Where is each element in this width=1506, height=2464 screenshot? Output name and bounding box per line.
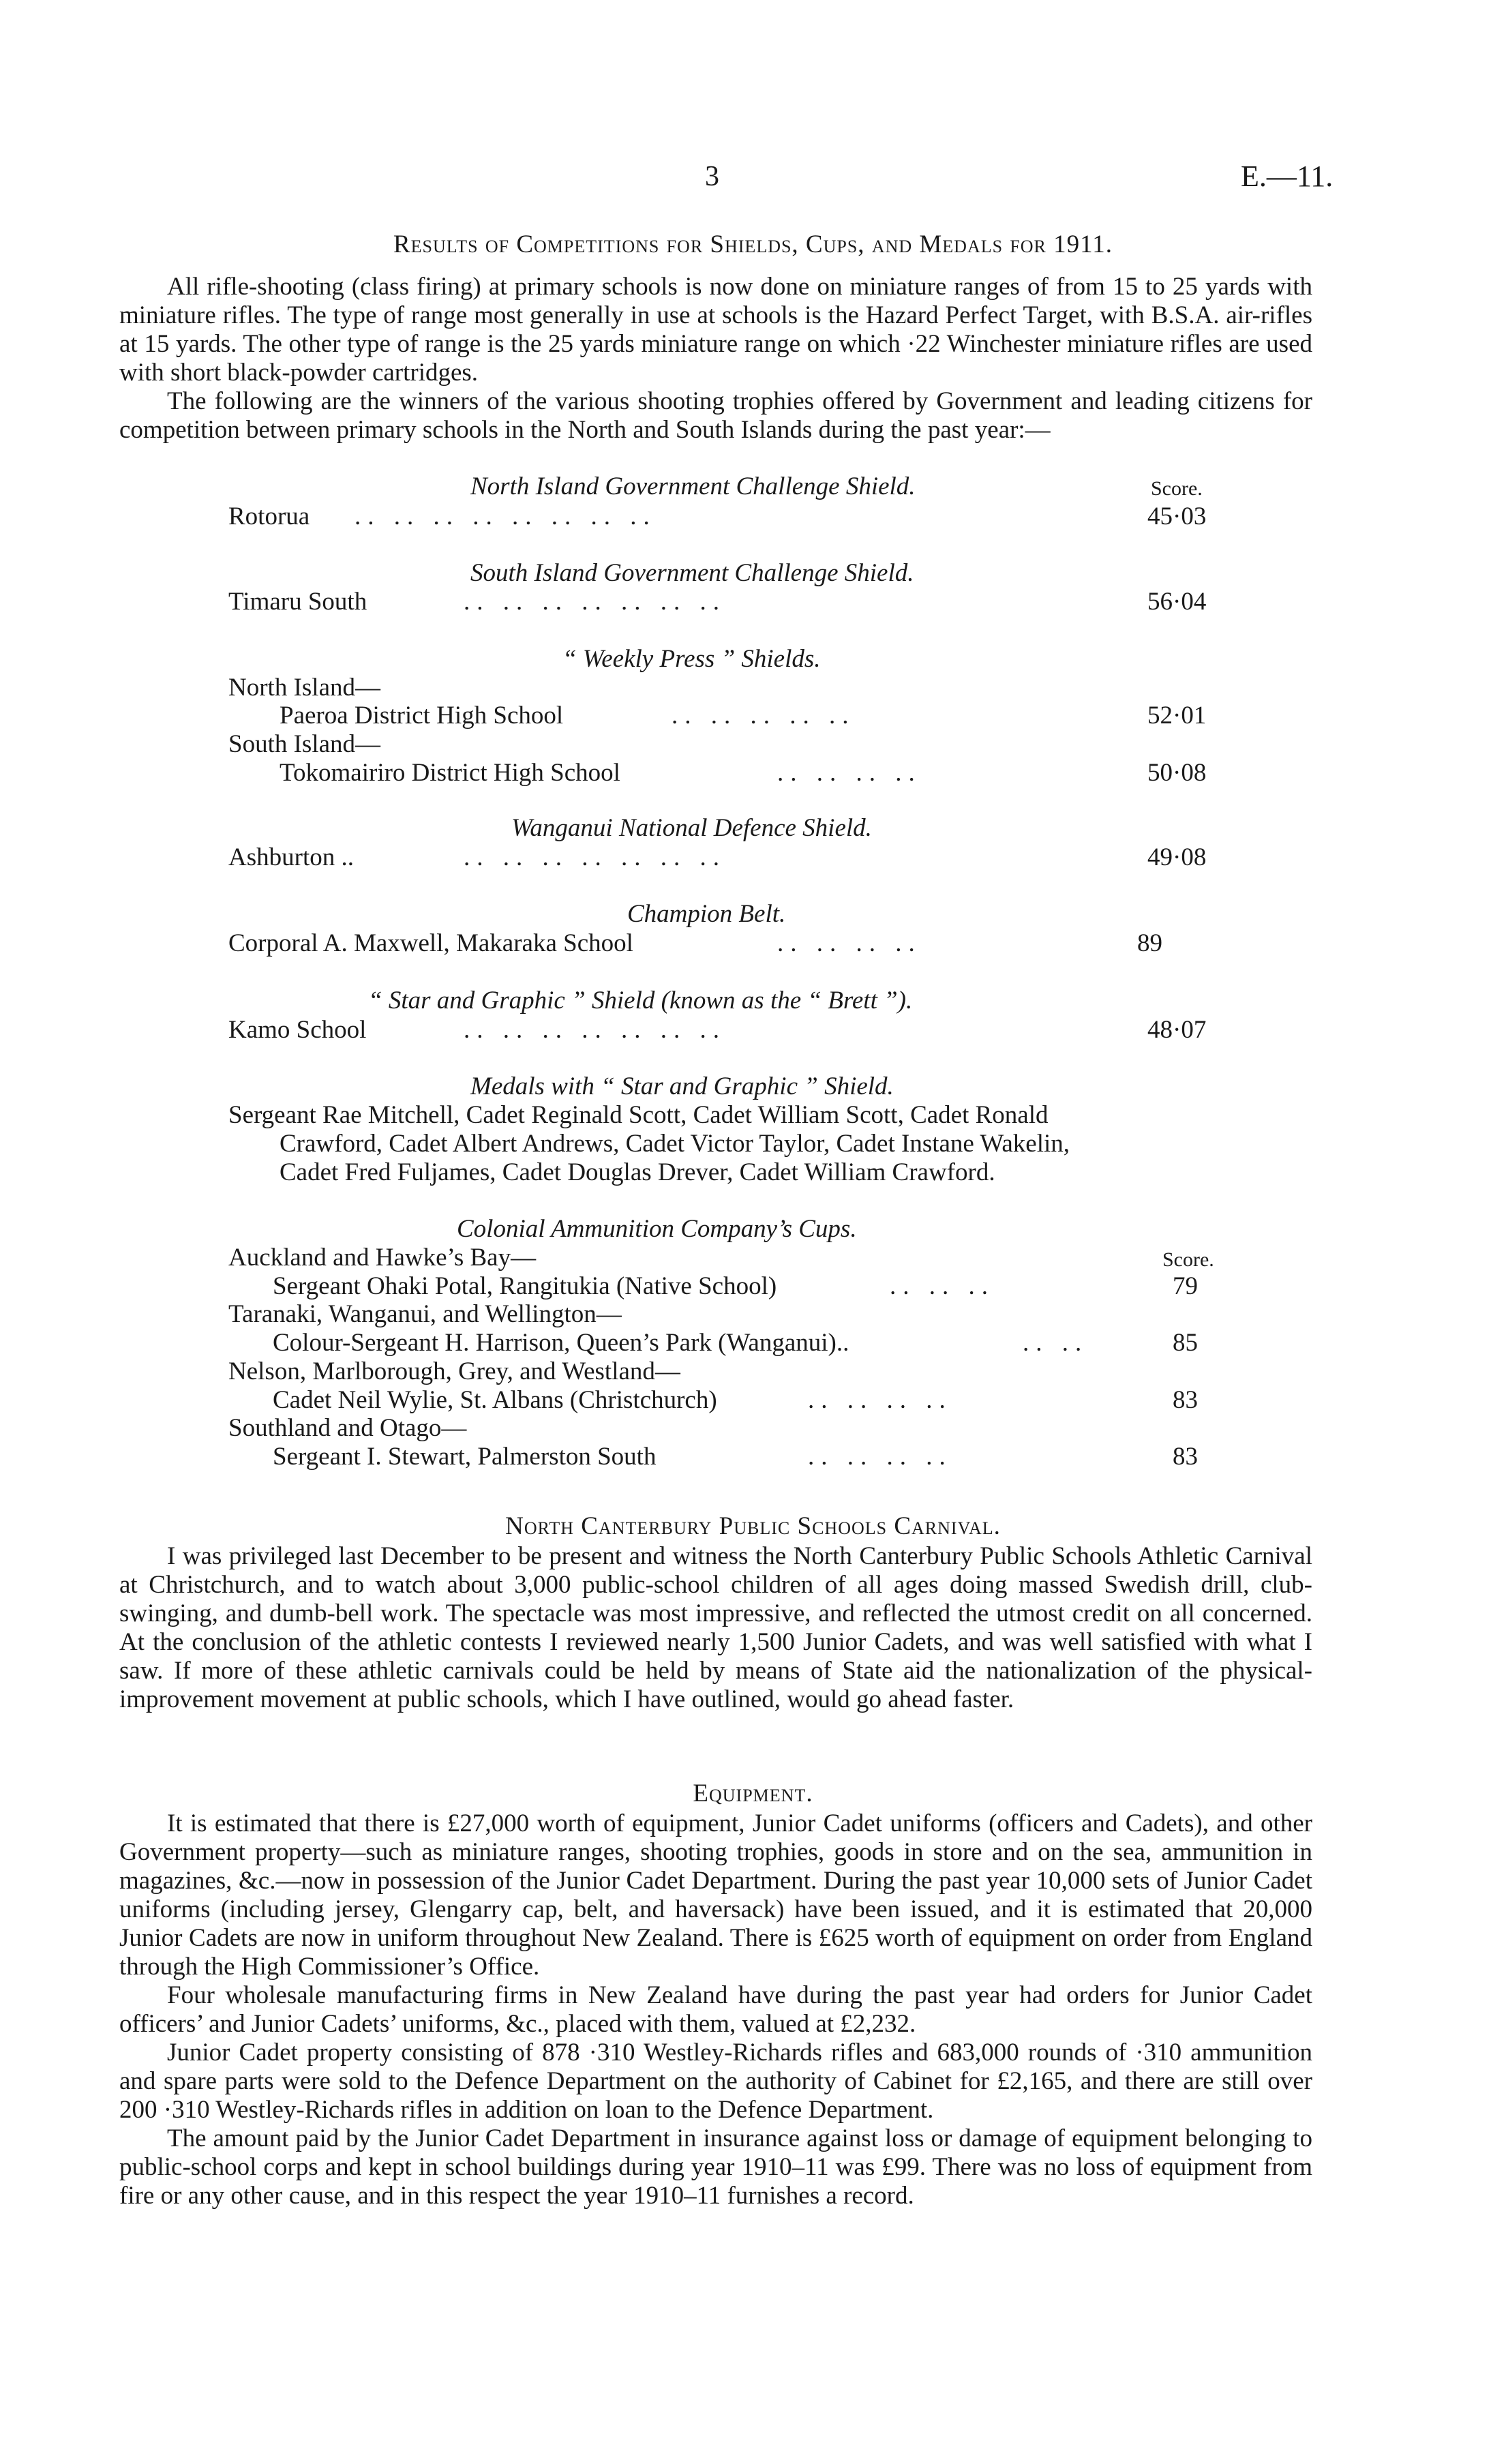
south-shield-title: South Island Government Challenge Shield. bbox=[470, 559, 914, 587]
cup-score-4: 83 bbox=[1173, 1443, 1198, 1471]
page-number: 3 bbox=[705, 161, 719, 192]
cup-leader-3: .. .. .. .. bbox=[808, 1386, 952, 1414]
champion-belt-title: Champion Belt. bbox=[627, 900, 786, 928]
press-south-label: South Island— bbox=[228, 730, 381, 758]
cup-leader-2: .. .. bbox=[1023, 1329, 1089, 1357]
press-north-label: North Island— bbox=[228, 674, 380, 702]
results-heading: Results of Competitions for Shields, Cups, and Medals for 1911. bbox=[393, 230, 1113, 258]
brett-shield-leader: .. .. .. .. .. .. .. bbox=[464, 1016, 726, 1044]
cups-score-header: Score. bbox=[1162, 1248, 1214, 1271]
cup-winner-1: Sergeant Ohaki Potal, Rangitukia (Native School) bbox=[273, 1272, 777, 1300]
north-shield-leader: .. .. .. .. .. .. .. .. bbox=[355, 502, 657, 530]
equipment-section bbox=[119, 1809, 1312, 2210]
medals-line-3: Cadet Fred Fuljames, Cadet Douglas Drever, Cadet William Crawford. bbox=[280, 1158, 995, 1186]
north-shield-score: 45·03 bbox=[1147, 502, 1207, 530]
cup-score-3: 83 bbox=[1173, 1386, 1198, 1414]
press-north-leader: .. .. .. .. .. bbox=[672, 702, 856, 730]
cup-district-1: Auckland and Hawke’s Bay— bbox=[228, 1244, 537, 1272]
north-shield-title: North Island Government Challenge Shield. bbox=[470, 472, 916, 500]
medals-line-2: Crawford, Cadet Albert Andrews, Cadet Victor Taylor, Cadet Instane Wakelin, bbox=[280, 1130, 1070, 1158]
equipment-paragraph-2: Four wholesale manufacturing firms in New Zealand have during the past year had orders for Junior Cadet officers’ and Junior Cadets’ uniforms, &c., placed with them, valued at £2,232. bbox=[119, 1981, 1312, 2038]
champion-belt-winner: Corporal A. Maxwell, Makaraka School bbox=[228, 929, 633, 957]
press-south-winner: Tokomairiro District High School bbox=[280, 759, 620, 787]
document-reference: E.—11. bbox=[1241, 160, 1334, 193]
intro-text-1: All rifle-shooting (class firing) at primary schools is now done on miniature ranges of from 15 to 25 yards with miniature rifles. The type of range most generally in use at schools is the Hazard Perfect Target, with B.S.A. air-rifles at 15 yards. The other type of range is the 25 yards miniature range on which ·22 Winchester miniature rifles are used with short black-powder cartridges. bbox=[119, 273, 1312, 387]
south-shield-leader: .. .. .. .. .. .. .. bbox=[464, 588, 726, 616]
equipment-heading: Equipment. bbox=[693, 1779, 813, 1807]
medals-title: Medals with “ Star and Graphic ” Shield. bbox=[470, 1072, 894, 1100]
press-north-winner: Paeroa District High School bbox=[280, 702, 564, 730]
wanganui-shield-score: 49·08 bbox=[1147, 843, 1207, 871]
cup-winner-3: Cadet Neil Wylie, St. Albans (Christchurch) bbox=[273, 1386, 717, 1414]
medals-line-1: Sergeant Rae Mitchell, Cadet Reginald Scott, Cadet William Scott, Cadet Ronald bbox=[228, 1101, 1049, 1129]
wanganui-shield-winner: Ashburton .. bbox=[228, 843, 354, 871]
intro-paragraph-1 bbox=[119, 273, 1312, 387]
press-south-leader: .. .. .. .. bbox=[777, 759, 922, 787]
cups-title: Colonial Ammunition Company’s Cups. bbox=[457, 1215, 857, 1243]
champion-belt-leader: .. .. .. .. bbox=[777, 929, 922, 957]
press-shields-title: “ Weekly Press ” Shields. bbox=[562, 645, 821, 673]
wanganui-shield-leader: .. .. .. .. .. .. .. bbox=[464, 843, 726, 871]
cup-score-1: 79 bbox=[1173, 1272, 1198, 1300]
brett-shield-score: 48·07 bbox=[1147, 1016, 1207, 1044]
carnival-heading: North Canterbury Public Schools Carnival. bbox=[505, 1512, 1001, 1540]
cup-district-4: Southland and Otago— bbox=[228, 1414, 467, 1442]
south-shield-score: 56·04 bbox=[1147, 588, 1207, 616]
south-shield-winner: Timaru South bbox=[228, 588, 367, 616]
equipment-paragraph-4: The amount paid by the Junior Cadet Department in insurance against loss or damage of equipment belonging to public-school corps and kept in school buildings during year 1910–11 was £99. There was no loss of equipment from fire or any other cause, and in this respect the year 1910–11 furnishes a record. bbox=[119, 2124, 1312, 2210]
cup-district-3: Nelson, Marlborough, Grey, and Westland— bbox=[228, 1357, 680, 1385]
intro-paragraph-2 bbox=[119, 387, 1312, 445]
cup-score-2: 85 bbox=[1173, 1329, 1198, 1357]
equipment-paragraph-1: It is estimated that there is £27,000 worth of equipment, Junior Cadet uniforms (officers and Cadets), and other Government property—such as miniature ranges, shooting trophies, goods in store and on the sea, ammunition in magazines, &c.—now in possession of the Junior Cadet Department. During the past year 10,000 sets of Junior Cadet uniforms (including jersey, Glengarry cap, belt, and haversack) have been issued, and it is estimated that 20,000 Junior Cadets are now in uniform throughout New Zealand. There is £625 worth of equipment on order from England through the High Commissioner’s Office. bbox=[119, 1809, 1312, 1981]
cup-winner-2: Colour-Sergeant H. Harrison, Queen’s Park (Wanganui).. bbox=[273, 1329, 849, 1357]
brett-shield-title: “ Star and Graphic ” Shield (known as the “ Brett ”). bbox=[368, 987, 913, 1015]
intro-text-2: The following are the winners of the various shooting trophies offered by Government and leading citizens for competition between primary schools in the North and South Islands during the past year:— bbox=[119, 387, 1312, 444]
equipment-paragraph-3: Junior Cadet property consisting of 878 ·310 Westley-Richards rifles and 683,000 rounds of ·310 ammunition and spare parts were sold to the Defence Department on the authority of Cabinet for £2,165, and there are still over 200 ·310 Westley-Richards rifles in addition on loan to the Defence Department. bbox=[119, 2039, 1312, 2124]
score-column-header: Score. bbox=[1151, 477, 1203, 500]
carnival-text: I was privileged last December to be present and witness the North Canterbury Public Schools Athletic Carnival at Christchurch, and to watch about 3,000 public-school children of all ages doing massed Swedish drill, club-swinging, and dumb-bell work. The spectacle was most impressive, and reflected the utmost credit on all concerned. At the conclusion of the athletic contests I reviewed nearly 1,500 Junior Cadets, and was well satisfied with what I saw. If more of these athletic carnivals could be held by means of State aid the nationalization of the physical-improvement movement at public schools, which I have outlined, would go ahead faster. bbox=[119, 1542, 1312, 1713]
brett-shield-winner: Kamo School bbox=[228, 1016, 367, 1044]
carnival-paragraph bbox=[119, 1542, 1312, 1714]
champion-belt-score: 89 bbox=[1137, 929, 1162, 957]
north-shield-winner: Rotorua bbox=[228, 502, 310, 530]
press-north-score: 52·01 bbox=[1147, 702, 1207, 730]
press-south-score: 50·08 bbox=[1147, 759, 1207, 787]
cup-leader-1: .. .. .. bbox=[890, 1272, 995, 1300]
cup-winner-4: Sergeant I. Stewart, Palmerston South bbox=[273, 1443, 657, 1471]
cup-district-2: Taranaki, Wanganui, and Wellington— bbox=[228, 1300, 622, 1328]
wanganui-shield-title: Wanganui National Defence Shield. bbox=[511, 814, 872, 842]
cup-leader-4: .. .. .. .. bbox=[808, 1443, 952, 1471]
